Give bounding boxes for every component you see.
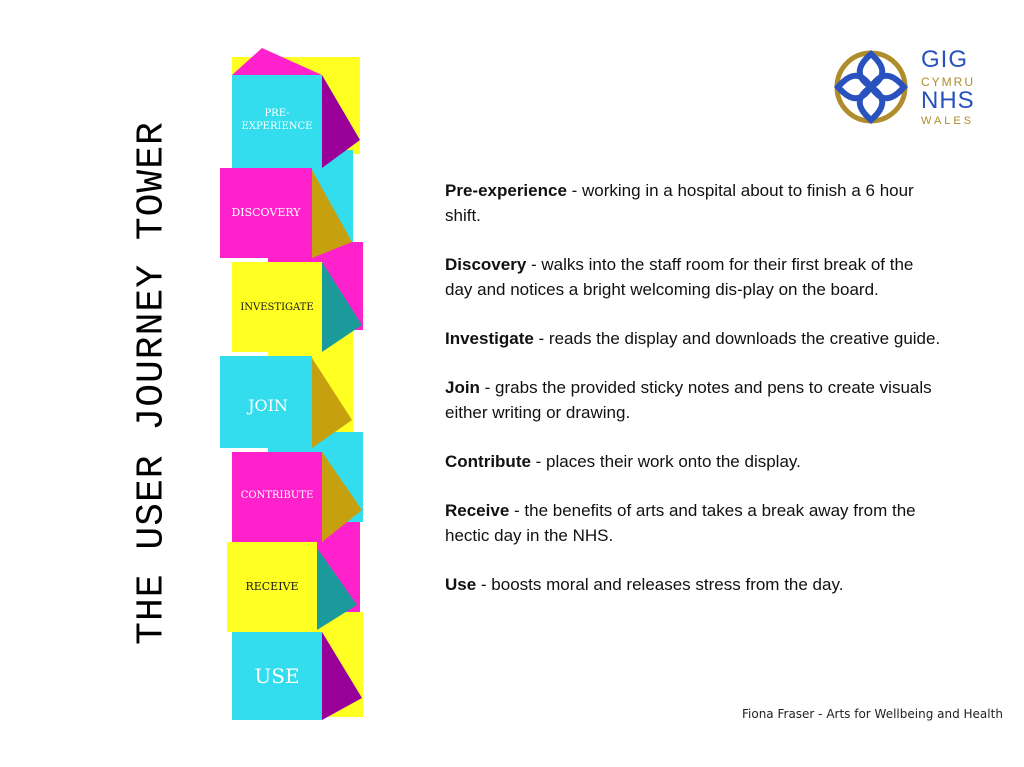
logo-line-gig: GIG: [921, 46, 969, 73]
celtic-knot-icon: [826, 42, 916, 132]
page-title: THE USER JOURNEY TOWER: [130, 121, 174, 645]
stage-label-use: USE: [254, 664, 300, 688]
stage-label-contribute: CONTRIBUTE: [240, 490, 314, 501]
stage-label-join: JOIN: [248, 396, 288, 415]
description-investigate: [445, 326, 945, 351]
stage-descriptions: [445, 178, 945, 621]
description-text: - boosts moral and releases stress from the day.: [476, 575, 844, 594]
description-text: - walks into the staff room for their first break of the day and notices a bright welcoming dis-play on the board.: [445, 255, 914, 299]
description-text: - reads the display and downloads the creative guide.: [533, 329, 941, 348]
description-use: [445, 572, 945, 597]
stage-label-investigate: INVESTIGATE: [240, 302, 314, 313]
nhs-wales-logo: [826, 42, 986, 132]
stage-label-pre-experience: PRE- EXPERIENCE: [241, 108, 313, 132]
credit-line: Fiona Fraser - Arts for Wellbeing and Health: [742, 707, 1003, 721]
description-term: Discovery: [445, 255, 527, 274]
description-term: Join: [445, 378, 480, 397]
logo-line-cymru: CYMRU: [921, 75, 975, 89]
logo-line-wales: WALES: [921, 115, 975, 127]
description-term: Use: [445, 575, 477, 594]
description-text: - the benefits of arts and takes a break away from the hectic day in the NHS.: [445, 501, 916, 545]
stage-label-receive: RECEIVE: [245, 580, 299, 593]
description-receive: [445, 498, 945, 548]
description-text: - working in a hospital about to finish a 6 hour shift.: [445, 181, 914, 225]
description-contribute: [445, 449, 945, 474]
description-text: - grabs the provided sticky notes and pens to create visuals either writing or drawing.: [445, 378, 932, 422]
stage-label-discovery: DISCOVERY: [231, 206, 301, 219]
logo-line-nhs: NHS: [921, 87, 975, 114]
description-join: [445, 375, 945, 425]
description-term: Contribute: [445, 452, 531, 471]
description-discovery: [445, 252, 945, 302]
description-term: Receive: [445, 501, 510, 520]
description-term: Investigate: [445, 329, 534, 348]
description-text: - places their work onto the display.: [530, 452, 801, 471]
description-term: Pre-experience: [445, 181, 567, 200]
description-pre-experience: [445, 178, 945, 228]
